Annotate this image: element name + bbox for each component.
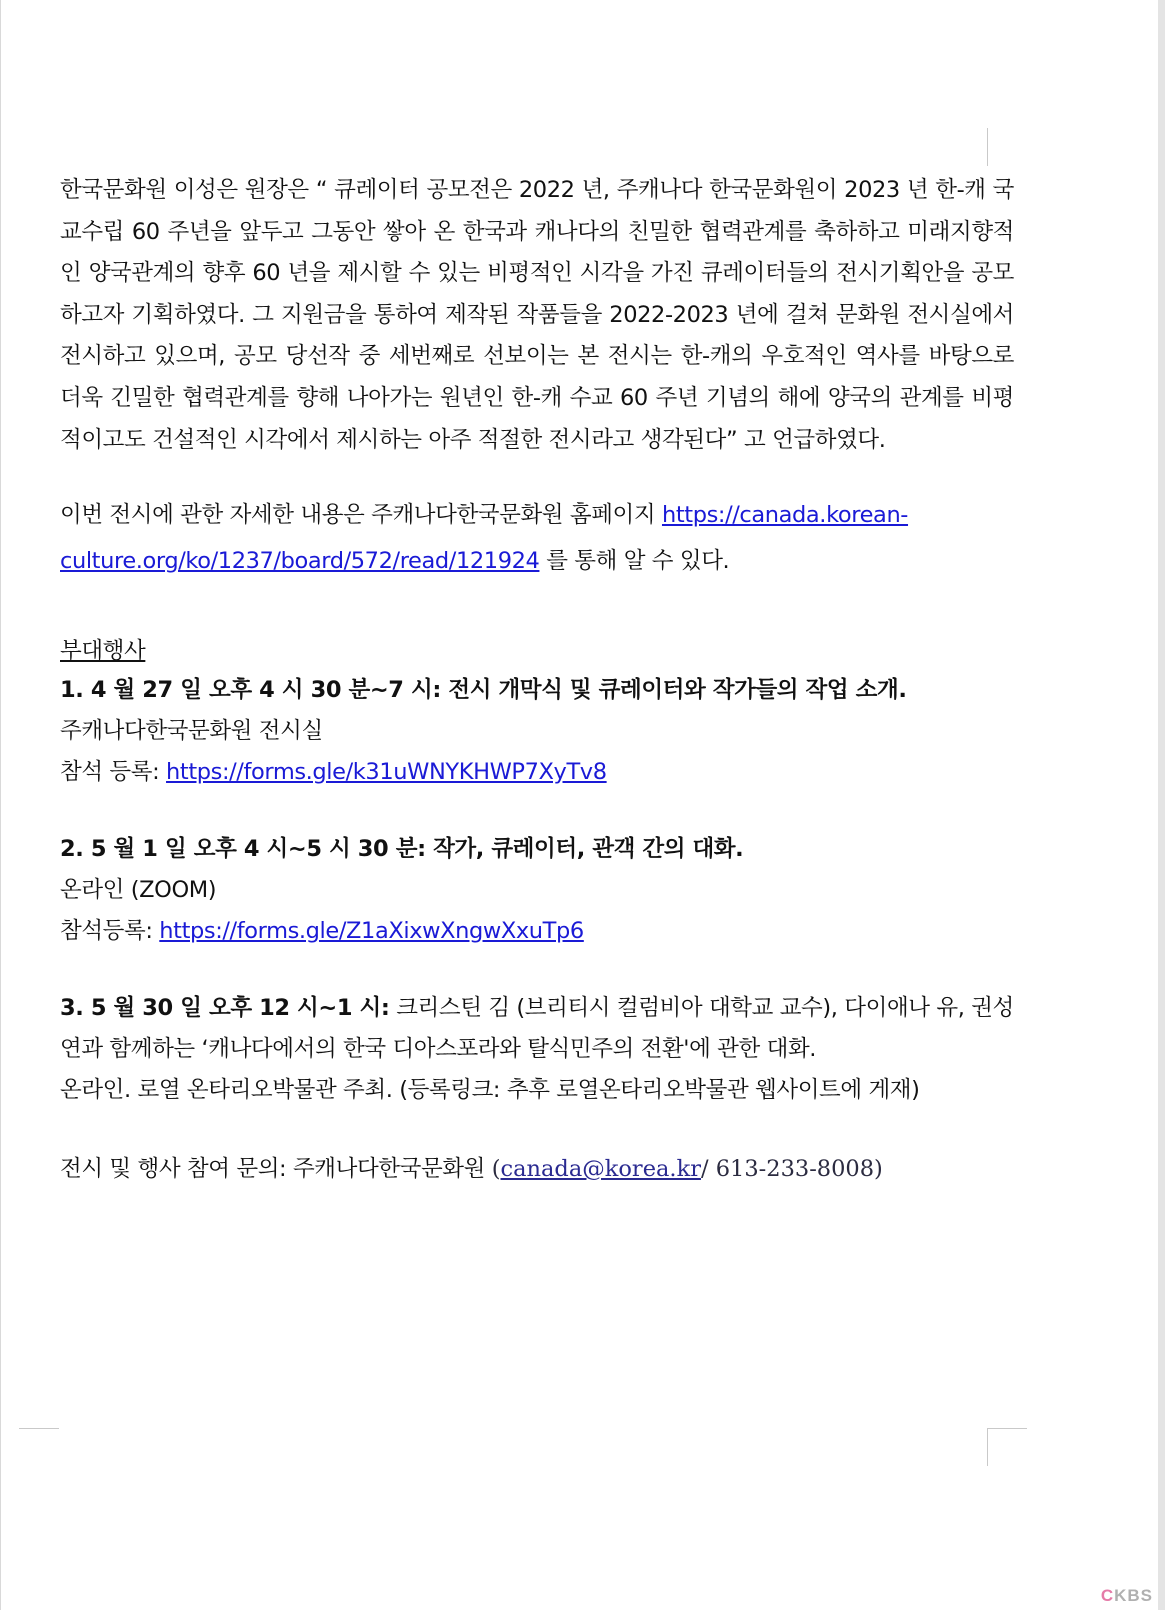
section-heading: 부대행사 (60, 638, 146, 665)
contact-email-link[interactable]: canada@korea.kr (500, 1156, 701, 1183)
document-body (60, 170, 1014, 1190)
event-1 (60, 670, 1014, 793)
registration-label: 참석 등록: (60, 759, 167, 786)
event-desc: 크리스틴 김 (브리티시 컬럼비아 대학교 교수), 다이애나 유, 권성연과 함께하는 ‘캐나다에서의 한국 디아스포라와 탈식민주의 전환'에 관한 대화. (60, 995, 1014, 1063)
info-text: 이번 전시에 관한 자세한 내용은 주캐나다한국문화원 홈페이지 (60, 502, 662, 529)
event-registration (60, 911, 1014, 952)
event-place: 온라인 (ZOOM) (60, 877, 217, 904)
crop-mark (987, 1428, 988, 1466)
registration-link[interactable]: https://forms.gle/k31uWNYKHWP7XyTv8 (166, 759, 607, 786)
event-note: 온라인. 로열 온타리오박물관 주최. (등록링크: 추후 로열온타리오박물관 웹사이트에 게재) (60, 1077, 920, 1104)
contact-phone: / 613-233-8008) (700, 1156, 883, 1183)
event-description (60, 988, 1014, 1070)
homepage-link[interactable]: https://canada.korean-culture.org/ko/1237/board/572/read/121924 (60, 502, 909, 575)
quote-paragraph: 한국문화원 이성은 원장은 “ 큐레이터 공모전은 2022 년, 주캐나다 한국문화원이 2023 년 한-캐 국교수립 60 주년을 앞두고 그동안 쌓아 온 한국과 캐나다의 친밀한 협력관계를 축하하고 미래지향적인 양국관계의 향후 60 년을 제시할 수 있는 비평적인 시각을 가진 큐레이터들의 전시기획안을 공모하고자 기획하였다. 그 지원금을 통하여 제작된 작품들을 2022-2023 년에 걸쳐 문화원 전시실에서 전시하고 있으며, 공모 당선작 중 세번째로 선보이는 본 전시는 한-캐의 우호적인 역사를 바탕으로 더욱 긴밀한 협력관계를 향해 나아가는 원년인 한-캐 수교 60 주년 기념의 해에 양국의 관계를 비평적이고도 건설적인 시각에서 제시하는 아주 적절한 전시라고 생각된다” 고 언급하였다. (60, 177, 1014, 453)
crop-mark (987, 128, 988, 166)
contact-open-paren: ( (491, 1156, 501, 1183)
scrollbar-track[interactable] (1158, 0, 1165, 1610)
logo-rest: KBS (1114, 1586, 1153, 1605)
registration-link[interactable]: https://forms.gle/Z1aXixwXngwXxuTp6 (159, 918, 584, 945)
event-title: 2. 5 월 1 일 오후 4 시~5 시 30 분: 작가, 큐레이터, 관객 간의 대화. (60, 836, 744, 863)
registration-label: 참석등록: (60, 918, 160, 945)
logo-c: C (1100, 1586, 1115, 1605)
event-title: 1. 4 월 27 일 오후 4 시 30 분~7 시: 전시 개막식 및 큐레이터와 작가들의 작업 소개. (60, 677, 907, 704)
event-2 (60, 829, 1014, 952)
contact-line (60, 1149, 1014, 1190)
event-place: 주캐나다한국문화원 전시실 (60, 718, 323, 745)
info-paragraph (60, 492, 1014, 584)
crop-mark (19, 1428, 59, 1429)
info-text-end: 를 통해 알 수 있다. (539, 548, 730, 575)
event-registration (60, 752, 1014, 793)
event-3 (60, 988, 1014, 1111)
kbs-logo (1101, 1586, 1153, 1606)
event-title: 3. 5 월 30 일 오후 12 시~1 시: (60, 995, 390, 1022)
crop-mark (987, 1428, 1027, 1429)
contact-label: 전시 및 행사 참여 문의: 주캐나다한국문화원 (60, 1156, 492, 1183)
